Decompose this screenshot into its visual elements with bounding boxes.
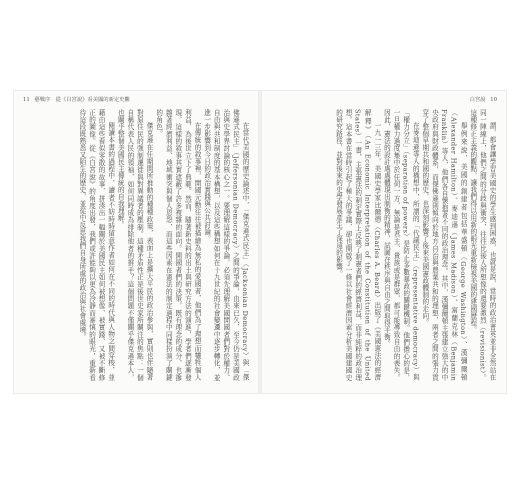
- paragraph: 在傳統的敘事裡，開國元勳往往被描繪為無私的愛國者，他們為了理想而犧牲個人利益，為後世立下了典範。然而，隨著新史料的出土與研究方法的演進，學者們逐漸發現，這樣的敘事其實遮蔽了許多複雜的面向。開國者們的決策，既有理念的成分，也摻雜著經濟利益、地域衝突與個人恩怨，而這些因素在憲法的制定過程中同樣扮演了關鍵的角色。: [154, 109, 202, 381]
- book-spread: [14, 91, 506, 393]
- paragraph: 在麥迪遜等人的構想中，所謂的「代議民主」（representative democracy）與「權力分立」（separation of powers）是防止多數暴政的關鍵機制。他們擔心的是，一旦權力過度集中於任何一方，無論是君主、貴族或是群眾，都可能導致自由的喪失。因此，憲法的設計處處體現出制衡的精神，試圖在秩序與自由之間取得平衡。: [382, 109, 420, 381]
- right-page: [261, 91, 506, 393]
- paragraph: 在當代美國的歷史論述中，「傑克遜式民主」（Jacksonian Democracy）與「傑佛遜式民主」（Jeffersonian Democracy）之間的爭論，由來已久，至今仍是美國政治與史學界討論的核心之一。要理解這樣的爭論，必須先理解美國開國者們對於權力、自由與共和制度的基本構想，以及這些構想如何在十九世紀的社會變遷中逐步轉化，並進一步影響到今日的政治實踐與公共討論。: [202, 109, 249, 381]
- left-page-number: 11: [23, 97, 30, 103]
- right-page-header: [470, 95, 500, 103]
- left-page-body: [24, 109, 249, 381]
- left-page-header: [20, 95, 130, 103]
- right-page-number: 10: [490, 97, 497, 103]
- left-running-head: 藝戰序 從《白宮說》看美國的新定史觀: [34, 97, 130, 103]
- paragraph: 舉例來說，美國的創建者包括華盛頓（George Washington）、漢彌爾頓（Alexander Hamilton）、麥迪遜（James Madison）、富蘭克林（Benjamin Franklin）等人，他們各自懷抱著不同的政治理念。其中，漢彌爾頓主張建立強大的中央政府與財政體系，而傑佛遜則傾向於地方自治與農業共和的理想，兩者之間的張力貫穿了整個早期共和國的歷史，也深刻影響了後來美國憲政體制的走向。: [420, 109, 468, 381]
- paragraph: 傑克遜在任期間所推動的種種政策，表面上是擴大平民的政治參與，實則也伴隨著對原住民的強制遷徙與對異議者的壓制。這種矛盾性正是後世史家所關注的焦點：一個自稱代表人民的領袖，如何同時成為排除他者的推手？這個問題不僅關乎傑克遜本人，也關乎整個美國民主傳統的自我理解。: [116, 109, 154, 381]
- paragraph: 一九一三年，美國史學家比爾德（Charles A. Beard）出版了《美國憲法的經濟解釋》（An Economic Interpretation of the Constitution of the United States）一書，主張憲法的制定實際上反映了制憲者們的經濟利益，而非純粹的政治理想。這本書在當時引起了極大的爭議，卻也開啟了一條以社會經濟因素分析美國建國史的研究路徑，並對後來的史學發展產生了深遠的影響。: [334, 109, 381, 381]
- left-page: [14, 91, 259, 393]
- paragraph: 謂，都會讓學習美國史的學生感到困惑，也就是說，當時的政治菁英並非全然站在同一陣線上，他們之間的分歧與衝突，往往比後人所想像的還要激烈（revisionist）。這種修正主義的觀點，讓我們得以用新的眼光重新檢視美國的建國歷程。: [468, 109, 496, 381]
- right-page-body: [271, 109, 496, 381]
- right-running-head: 白宮說: [469, 97, 486, 103]
- paragraph: 閱讀本書的過程中，讀者不妨時時留意作者如何在不同的時代與人物之間穿梭，並藉由這些看似零散的故事，拼湊出一幅關於美國民主如何被想像、被實踐、又被不斷修正的圖像。從《白宮說》的角度出發，我們或許能夠以更為冷靜而審慎的眼光，重新看待這段既熟悉又陌生的歷史，並從中反思我們自身所處的政治與社會處境。: [77, 109, 115, 381]
